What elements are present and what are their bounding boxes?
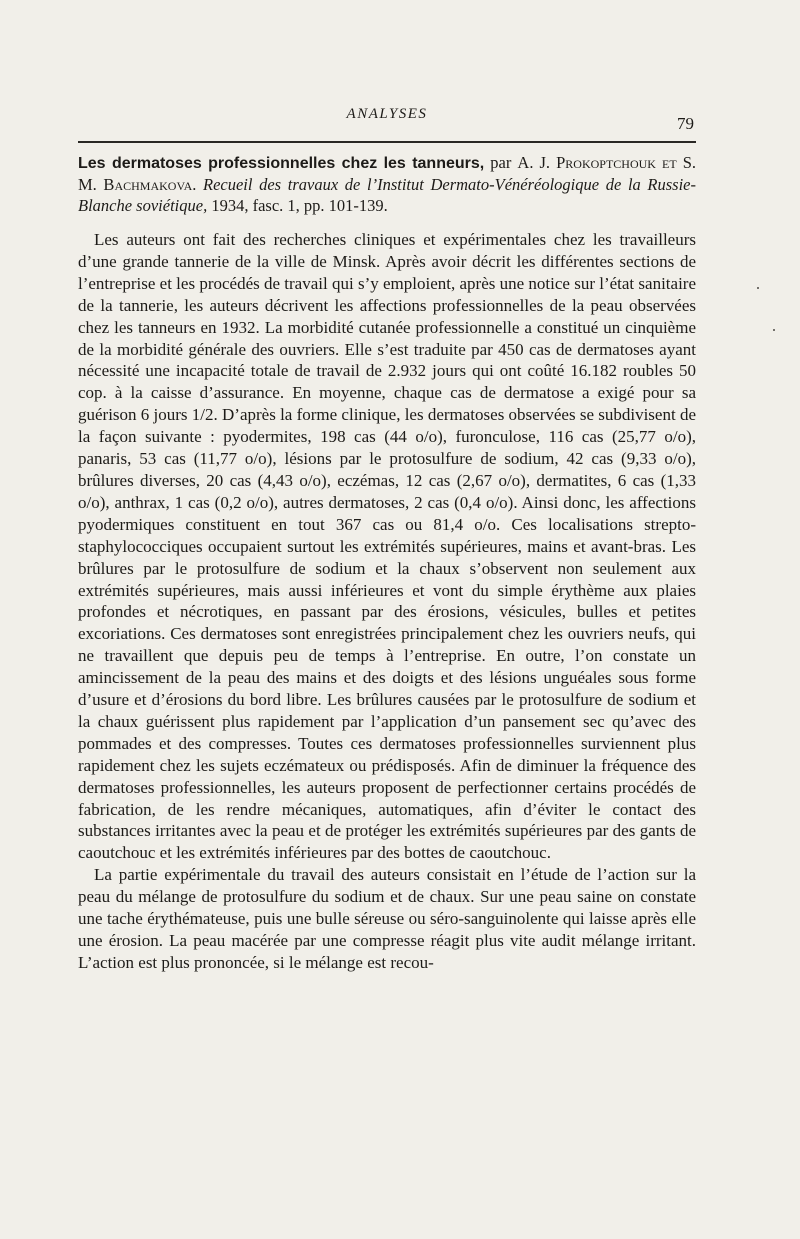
margin-speck [757, 287, 759, 289]
header-rule [78, 141, 696, 143]
margin-speck [773, 329, 775, 331]
entry-by: par [490, 153, 512, 172]
paragraph: La partie expérimentale du travail des auteurs consistait en l’étude de l’action sur la peau du mélange de protosulfure du sodium et de chaux. Sur une peau saine on constate une tache érythémateuse, puis une bulle séreuse ou séro-sanguinolente qui laisse après elle une érosion. La peau macérée par une compresse réagit plus vite audit mélange irritant. L’action est plus prononcée, si le mélange est recou- [78, 865, 696, 972]
body-text [78, 229, 696, 974]
entry-source: Recueil des travaux de l’Institut Dermato-Vénéréologique de la Russie-Blanche soviétique, [78, 175, 696, 215]
entry-authors: A. J. Prokoptchouk et S. M. Bachmakova. [78, 153, 697, 194]
article-content [78, 152, 696, 974]
entry-heading [78, 152, 696, 216]
entry-citation: 1934, fasc. 1, pp. 101-139. [211, 196, 388, 215]
running-title: ANALYSES [346, 106, 428, 122]
page-number: 79 [677, 114, 694, 133]
paragraph: Les auteurs ont fait des recherches cliniques et expérimentales chez les travailleurs d’une grande tannerie de la ville de Minsk. Après avoir décrit les différentes sections de l’entreprise et les procédés de travail qui s’y emploient, après une notice sur l’état sanitaire de la tannerie, les auteurs décrivent les affections professionnelles de la peau observées chez les tanneurs en 1932. La morbidité cutanée professionnelle a constitué un cinquième de la morbidité générale des ouvriers. Elle s’est traduite par 450 cas de dermatoses ayant nécessité une incapacité totale de travail de 2.932 jours qui ont coûté 16.182 roubles 50 cop. à la caisse d’assurance. En moyenne, chaque cas de dermatose a exigé pour sa guérison 6 jours 1/2. D’après la forme clinique, les dermatoses observées se subdivisent de la façon suivante : pyodermites, 198 cas (44 o/o), furonculose, 116 cas (25,77 o/o), panaris, 53 cas (11,77 o/o), lésions par le protosulfure de sodium, 42 cas (9,33 o/o), brûlures diverses, 20 cas (4,43 o/o), eczémas, 12 cas (2,67 o/o), dermatites, 6 cas (1,33 o/o), anthrax, 1 cas (0,2 o/o), autres dermatoses, 2 cas (0,4 o/o). Ainsi donc, les affections pyodermiques constituent en tout 367 cas ou 81,4 o/o. Ces localisations strepto-staphylococciques occupaient surtout les extrémités supérieures, mains et avant-bras. Les brûlures par le protosulfure de sodium et la chaux s’observent non seulement aux extrémités supérieures, mais aussi inférieures et vont du simple érythème aux plaies profondes et nécrotiques, en passant par des érosions, vésicules, bulles et petites excoriations. Ces dermatoses sont enregistrées principalement chez les ouvriers neufs, qui ne travaillent que depuis peu de temps à l’entreprise. En outre, l’on constate un amincissement de la peau des mains et des doigts et des lésions unguéales sous forme d’usure et d’érosions du bord libre. Les brûlures causées par le protosulfure de sodium et la chaux guérissent plus rapidement par l’application d’un pansement sec qu’avec des pommades et des compresses. Toutes ces dermatoses professionnelles surviennent plus rapidement chez les sujets eczémateux ou prédisposés. Afin de diminuer la fréquence des dermatoses professionnelles, les auteurs proposent de perfectionner certains procédés de fabrication, de les rendre mécaniques, automatiques, afin d’éviter le contact des substances irritantes avec la peau et de protéger les extrémités supérieures par des gants de caoutchouc et les extrémités inférieures par des bottes de caoutchouc. [78, 230, 696, 863]
entry-title: Les dermatoses professionnelles chez les tanneurs, [78, 155, 485, 172]
running-head [78, 106, 696, 133]
